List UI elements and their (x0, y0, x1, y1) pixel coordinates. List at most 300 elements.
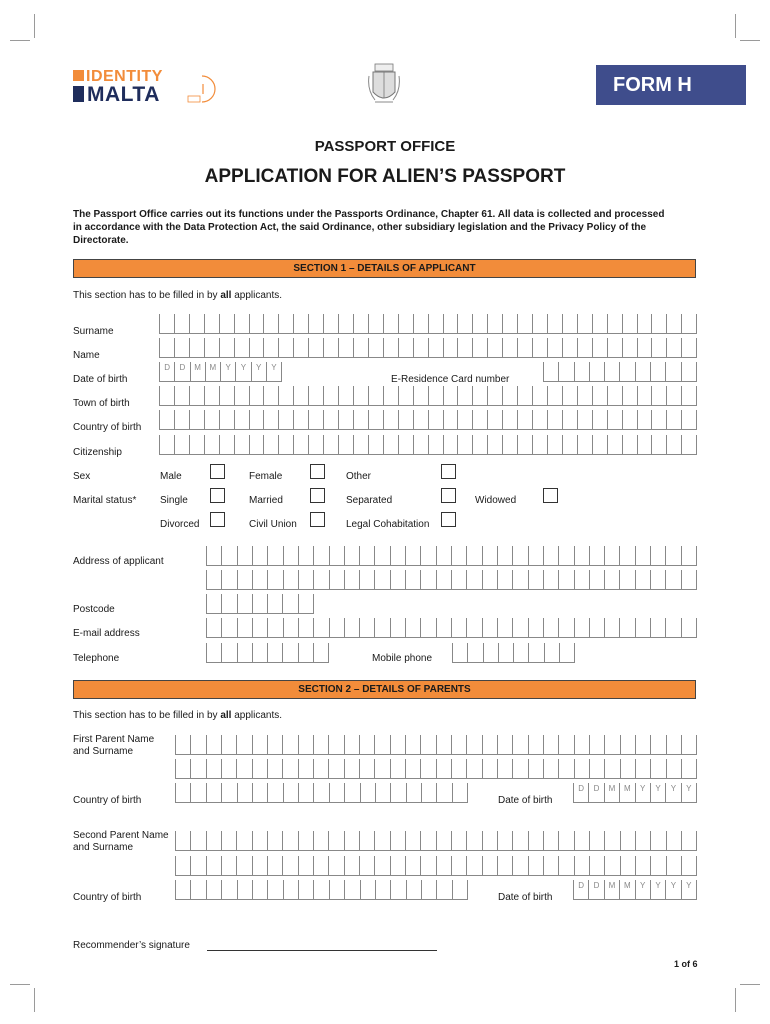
char-box[interactable] (593, 314, 608, 334)
char-box[interactable] (284, 618, 299, 638)
char-box[interactable] (375, 546, 390, 566)
char-box[interactable] (666, 570, 681, 590)
char-box[interactable] (237, 856, 252, 876)
char-box[interactable] (222, 735, 237, 755)
char-box[interactable] (458, 435, 473, 455)
char-box[interactable] (544, 831, 559, 851)
char-box[interactable] (513, 735, 528, 755)
char-box[interactable] (222, 880, 237, 900)
char-box[interactable] (621, 856, 636, 876)
char-box[interactable] (529, 759, 544, 779)
char-box[interactable] (421, 546, 436, 566)
char-box[interactable] (207, 570, 222, 590)
char-box[interactable] (220, 314, 235, 334)
town-of-birth-input[interactable] (159, 386, 697, 406)
char-box[interactable] (406, 618, 421, 638)
char-box[interactable] (330, 546, 345, 566)
legal-cohabitation-checkbox[interactable] (441, 512, 456, 527)
char-box[interactable] (429, 435, 444, 455)
char-box[interactable] (437, 546, 452, 566)
char-box[interactable] (498, 831, 513, 851)
char-box[interactable] (467, 570, 482, 590)
char-box[interactable] (191, 856, 206, 876)
char-box[interactable] (238, 643, 253, 663)
char-box[interactable] (314, 783, 329, 803)
char-box[interactable] (421, 570, 436, 590)
char-box[interactable] (354, 386, 369, 406)
char-box[interactable] (329, 831, 344, 851)
char-box[interactable] (391, 735, 406, 755)
char-box[interactable]: D (574, 880, 589, 900)
char-box[interactable] (391, 831, 406, 851)
char-box[interactable]: Y (221, 362, 236, 382)
char-box[interactable] (222, 594, 237, 614)
char-box[interactable] (575, 735, 590, 755)
char-box[interactable] (314, 570, 329, 590)
char-box[interactable] (575, 831, 590, 851)
char-box[interactable] (391, 856, 406, 876)
char-box[interactable] (406, 856, 421, 876)
widowed-checkbox[interactable] (543, 488, 558, 503)
char-box[interactable] (391, 880, 406, 900)
char-box[interactable] (360, 735, 375, 755)
char-box[interactable] (175, 314, 190, 334)
char-box[interactable] (339, 386, 354, 406)
char-box[interactable] (444, 410, 459, 430)
char-box[interactable] (314, 831, 329, 851)
char-box[interactable] (636, 856, 651, 876)
char-box[interactable] (235, 386, 250, 406)
char-box[interactable] (207, 594, 222, 614)
char-box[interactable] (369, 410, 384, 430)
char-box[interactable] (483, 570, 498, 590)
char-box[interactable] (268, 783, 283, 803)
char-box[interactable] (314, 856, 329, 876)
char-box[interactable] (503, 314, 518, 334)
char-box[interactable] (452, 831, 467, 851)
char-box[interactable] (488, 314, 503, 334)
char-box[interactable] (651, 570, 666, 590)
char-box[interactable] (309, 338, 324, 358)
char-box[interactable] (682, 410, 697, 430)
char-box[interactable] (498, 856, 513, 876)
char-box[interactable] (666, 618, 681, 638)
char-box[interactable] (279, 435, 294, 455)
char-box[interactable] (623, 338, 638, 358)
char-box[interactable] (238, 594, 253, 614)
char-box[interactable] (190, 410, 205, 430)
char-box[interactable] (391, 546, 406, 566)
char-box[interactable] (299, 570, 314, 590)
char-box[interactable]: M (191, 362, 206, 382)
char-box[interactable] (414, 338, 429, 358)
char-box[interactable] (533, 435, 548, 455)
char-box[interactable] (621, 735, 636, 755)
char-box[interactable] (283, 594, 298, 614)
char-box[interactable] (264, 410, 279, 430)
char-box[interactable] (483, 759, 498, 779)
char-box[interactable] (309, 410, 324, 430)
char-box[interactable] (253, 831, 268, 851)
char-box[interactable] (620, 570, 635, 590)
char-box[interactable] (429, 338, 444, 358)
char-box[interactable] (575, 856, 590, 876)
char-box[interactable] (238, 783, 253, 803)
char-box[interactable] (605, 856, 620, 876)
char-box[interactable] (623, 435, 638, 455)
char-box[interactable] (283, 643, 298, 663)
char-box[interactable] (399, 386, 414, 406)
char-box[interactable] (621, 759, 636, 779)
char-box[interactable] (222, 759, 237, 779)
char-box[interactable] (406, 570, 421, 590)
char-box[interactable] (483, 735, 498, 755)
char-box[interactable] (354, 338, 369, 358)
char-box[interactable] (207, 759, 222, 779)
char-box[interactable] (309, 386, 324, 406)
char-box[interactable] (190, 338, 205, 358)
char-box[interactable] (299, 618, 314, 638)
char-box[interactable] (473, 386, 488, 406)
char-box[interactable] (548, 386, 563, 406)
char-box[interactable] (620, 546, 635, 566)
char-box[interactable] (575, 362, 590, 382)
char-box[interactable] (354, 410, 369, 430)
char-box[interactable] (391, 618, 406, 638)
char-box[interactable] (369, 338, 384, 358)
char-box[interactable] (406, 831, 421, 851)
char-box[interactable] (205, 435, 220, 455)
char-box[interactable] (548, 410, 563, 430)
char-box[interactable] (682, 386, 697, 406)
separated-checkbox[interactable] (441, 488, 456, 503)
char-box[interactable] (205, 386, 220, 406)
char-box[interactable] (253, 880, 268, 900)
char-box[interactable] (682, 735, 697, 755)
mobile-input[interactable] (452, 643, 575, 663)
char-box[interactable] (513, 759, 528, 779)
char-box[interactable] (560, 643, 575, 663)
char-box[interactable] (299, 783, 314, 803)
char-box[interactable] (563, 410, 578, 430)
char-box[interactable] (345, 546, 360, 566)
char-box[interactable] (513, 546, 528, 566)
char-box[interactable] (330, 570, 345, 590)
char-box[interactable] (237, 831, 252, 851)
char-box[interactable]: Y (666, 783, 681, 803)
char-box[interactable] (529, 643, 544, 663)
parent1-dob-input[interactable] (573, 783, 697, 803)
char-box[interactable] (160, 410, 175, 430)
char-box[interactable] (190, 386, 205, 406)
char-box[interactable] (453, 880, 468, 900)
char-box[interactable]: M (605, 783, 620, 803)
char-box[interactable] (488, 386, 503, 406)
char-box[interactable] (638, 338, 653, 358)
char-box[interactable] (207, 856, 222, 876)
char-box[interactable] (235, 338, 250, 358)
char-box[interactable] (437, 783, 452, 803)
parent1-country-input[interactable] (175, 783, 468, 803)
char-box[interactable] (299, 594, 314, 614)
char-box[interactable] (518, 386, 533, 406)
male-checkbox[interactable] (210, 464, 225, 479)
char-box[interactable] (268, 618, 283, 638)
char-box[interactable] (467, 759, 482, 779)
char-box[interactable] (638, 314, 653, 334)
char-box[interactable] (176, 759, 191, 779)
recommender-signature-line[interactable] (207, 950, 437, 951)
char-box[interactable] (222, 831, 237, 851)
char-box[interactable] (421, 735, 436, 755)
char-box[interactable] (309, 435, 324, 455)
char-box[interactable] (667, 410, 682, 430)
char-box[interactable] (421, 856, 436, 876)
char-box[interactable] (548, 314, 563, 334)
char-box[interactable] (376, 783, 391, 803)
char-box[interactable] (651, 831, 666, 851)
char-box[interactable] (345, 880, 360, 900)
char-box[interactable] (314, 618, 329, 638)
char-box[interactable] (636, 759, 651, 779)
char-box[interactable] (191, 735, 206, 755)
dob-input[interactable] (159, 362, 282, 382)
char-box[interactable] (651, 362, 666, 382)
char-box[interactable] (253, 594, 268, 614)
char-box[interactable]: Y (236, 362, 251, 382)
char-box[interactable] (605, 831, 620, 851)
char-box[interactable] (330, 880, 345, 900)
char-box[interactable] (284, 546, 299, 566)
char-box[interactable] (160, 435, 175, 455)
char-box[interactable] (621, 831, 636, 851)
char-box[interactable] (283, 831, 298, 851)
char-box[interactable] (384, 435, 399, 455)
char-box[interactable] (375, 735, 390, 755)
char-box[interactable] (498, 618, 513, 638)
char-box[interactable] (309, 314, 324, 334)
char-box[interactable] (575, 570, 590, 590)
char-box[interactable] (513, 570, 528, 590)
char-box[interactable] (503, 435, 518, 455)
char-box[interactable] (593, 410, 608, 430)
char-box[interactable] (283, 735, 298, 755)
char-box[interactable]: Y (666, 880, 681, 900)
char-box[interactable] (235, 410, 250, 430)
char-box[interactable] (563, 386, 578, 406)
char-box[interactable] (207, 735, 222, 755)
char-box[interactable] (324, 314, 339, 334)
char-box[interactable] (452, 546, 467, 566)
parent2-country-input[interactable] (175, 880, 468, 900)
char-box[interactable] (176, 856, 191, 876)
char-box[interactable] (513, 856, 528, 876)
char-box[interactable] (268, 856, 283, 876)
char-box[interactable] (638, 435, 653, 455)
char-box[interactable] (488, 410, 503, 430)
char-box[interactable] (503, 386, 518, 406)
char-box[interactable] (220, 410, 235, 430)
char-box[interactable] (375, 856, 390, 876)
char-box[interactable] (437, 856, 452, 876)
char-box[interactable] (503, 410, 518, 430)
char-box[interactable] (593, 386, 608, 406)
char-box[interactable] (636, 831, 651, 851)
char-box[interactable] (360, 618, 375, 638)
char-box[interactable] (467, 735, 482, 755)
char-box[interactable] (399, 338, 414, 358)
address-input-line1[interactable] (206, 546, 697, 566)
char-box[interactable] (314, 880, 329, 900)
char-box[interactable] (529, 618, 544, 638)
eresidence-input[interactable] (543, 362, 697, 382)
char-box[interactable] (360, 856, 375, 876)
char-box[interactable] (160, 338, 175, 358)
female-checkbox[interactable] (310, 464, 325, 479)
citizenship-input[interactable] (159, 435, 697, 455)
char-box[interactable] (384, 410, 399, 430)
char-box[interactable] (593, 435, 608, 455)
char-box[interactable] (453, 643, 468, 663)
char-box[interactable] (207, 880, 222, 900)
char-box[interactable] (452, 856, 467, 876)
char-box[interactable] (667, 759, 682, 779)
char-box[interactable] (473, 314, 488, 334)
char-box[interactable] (190, 435, 205, 455)
char-box[interactable] (207, 546, 222, 566)
char-box[interactable] (559, 618, 574, 638)
char-box[interactable] (324, 338, 339, 358)
char-box[interactable] (253, 759, 268, 779)
char-box[interactable] (253, 735, 268, 755)
char-box[interactable] (329, 759, 344, 779)
char-box[interactable] (175, 338, 190, 358)
char-box[interactable] (324, 435, 339, 455)
char-box[interactable] (544, 759, 559, 779)
char-box[interactable] (369, 386, 384, 406)
char-box[interactable] (376, 880, 391, 900)
char-box[interactable] (533, 314, 548, 334)
char-box[interactable] (544, 735, 559, 755)
char-box[interactable] (339, 314, 354, 334)
char-box[interactable] (264, 338, 279, 358)
char-box[interactable] (264, 314, 279, 334)
char-box[interactable] (238, 618, 253, 638)
char-box[interactable] (407, 783, 422, 803)
char-box[interactable] (473, 435, 488, 455)
char-box[interactable] (250, 386, 265, 406)
char-box[interactable] (238, 570, 253, 590)
char-box[interactable] (636, 735, 651, 755)
char-box[interactable] (651, 735, 666, 755)
char-box[interactable] (590, 362, 605, 382)
char-box[interactable] (667, 338, 682, 358)
char-box[interactable] (667, 856, 682, 876)
char-box[interactable] (652, 314, 667, 334)
char-box[interactable] (283, 759, 298, 779)
char-box[interactable] (488, 435, 503, 455)
char-box[interactable] (682, 435, 697, 455)
char-box[interactable] (483, 546, 498, 566)
char-box[interactable] (205, 410, 220, 430)
char-box[interactable] (191, 831, 206, 851)
char-box[interactable] (407, 880, 422, 900)
char-box[interactable] (345, 735, 360, 755)
char-box[interactable] (529, 856, 544, 876)
char-box[interactable] (682, 314, 697, 334)
char-box[interactable] (636, 570, 651, 590)
married-checkbox[interactable] (310, 488, 325, 503)
char-box[interactable]: Y (267, 362, 282, 382)
char-box[interactable] (253, 546, 268, 566)
char-box[interactable] (605, 362, 620, 382)
char-box[interactable] (605, 618, 620, 638)
char-box[interactable] (498, 546, 513, 566)
char-box[interactable]: Y (651, 783, 666, 803)
char-box[interactable] (608, 435, 623, 455)
char-box[interactable]: D (175, 362, 190, 382)
char-box[interactable] (361, 880, 376, 900)
char-box[interactable] (253, 856, 268, 876)
char-box[interactable] (339, 410, 354, 430)
email-input[interactable] (206, 618, 697, 638)
char-box[interactable] (608, 338, 623, 358)
char-box[interactable] (483, 856, 498, 876)
char-box[interactable] (399, 410, 414, 430)
char-box[interactable] (608, 386, 623, 406)
char-box[interactable] (667, 314, 682, 334)
char-box[interactable] (324, 386, 339, 406)
char-box[interactable] (559, 735, 574, 755)
char-box[interactable]: D (589, 880, 604, 900)
char-box[interactable] (238, 880, 253, 900)
surname-input[interactable] (159, 314, 697, 334)
char-box[interactable] (294, 386, 309, 406)
char-box[interactable] (284, 783, 299, 803)
char-box[interactable] (575, 546, 590, 566)
char-box[interactable] (345, 856, 360, 876)
char-box[interactable] (652, 338, 667, 358)
char-box[interactable] (590, 831, 605, 851)
char-box[interactable] (651, 856, 666, 876)
char-box[interactable] (605, 735, 620, 755)
char-box[interactable] (458, 410, 473, 430)
char-box[interactable] (682, 759, 697, 779)
char-box[interactable] (360, 570, 375, 590)
char-box[interactable] (623, 410, 638, 430)
char-box[interactable] (498, 735, 513, 755)
char-box[interactable] (623, 386, 638, 406)
char-box[interactable] (375, 759, 390, 779)
char-box[interactable] (667, 386, 682, 406)
char-box[interactable] (222, 643, 237, 663)
char-box[interactable] (559, 856, 574, 876)
char-box[interactable] (175, 410, 190, 430)
char-box[interactable] (638, 386, 653, 406)
char-box[interactable] (682, 831, 697, 851)
char-box[interactable] (682, 546, 697, 566)
char-box[interactable] (468, 643, 483, 663)
char-box[interactable] (414, 435, 429, 455)
char-box[interactable] (605, 570, 620, 590)
char-box[interactable] (652, 386, 667, 406)
char-box[interactable] (514, 643, 529, 663)
char-box[interactable] (608, 314, 623, 334)
char-box[interactable] (548, 338, 563, 358)
char-box[interactable] (406, 735, 421, 755)
char-box[interactable] (518, 314, 533, 334)
char-box[interactable] (250, 314, 265, 334)
